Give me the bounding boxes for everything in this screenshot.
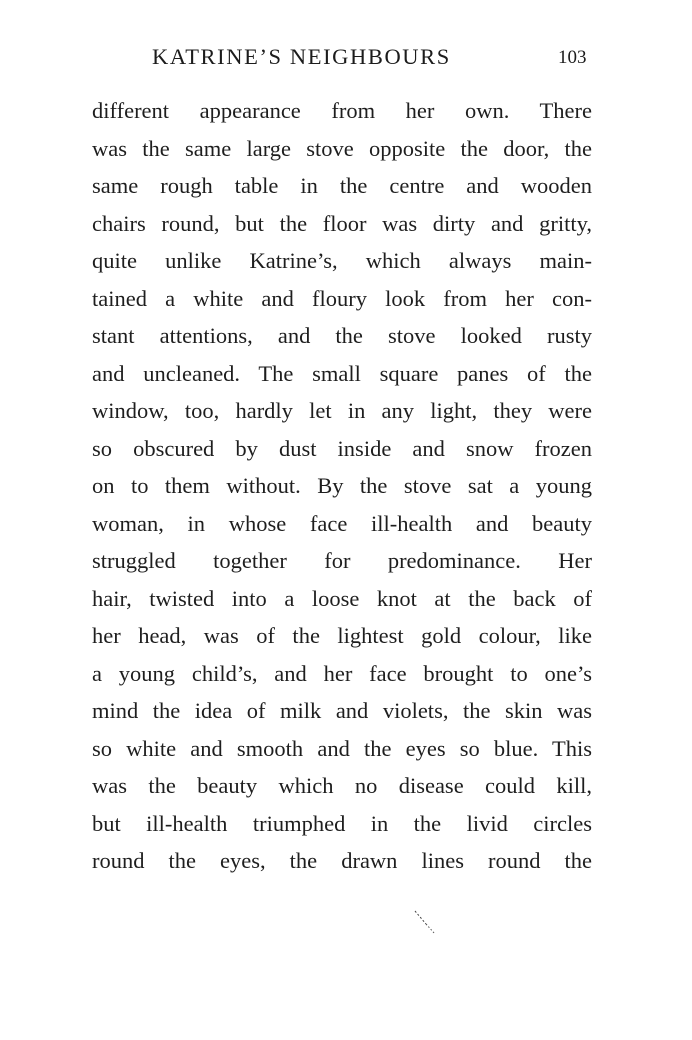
text-line: so obscured by dust inside and snow frozen xyxy=(92,435,592,461)
text-line: hair, twisted into a loose knot at the back of xyxy=(92,585,592,611)
text-line: quite unlike Katrine’s, which always main- xyxy=(92,248,592,273)
body-text xyxy=(92,92,592,880)
page-number: 103 xyxy=(558,47,587,68)
text-line: on to them without. By the stove sat a young xyxy=(92,473,592,498)
text-line: woman, in whose face ill-health and beauty xyxy=(92,510,592,536)
running-head xyxy=(152,44,592,76)
running-title: KATRINE’S NEIGHBOURS xyxy=(152,44,451,69)
stray-scan-mark xyxy=(414,910,438,936)
text-line: window, too, hardly let in any light, they were xyxy=(92,398,592,423)
text-line: round the eyes, the drawn lines round the xyxy=(92,848,592,873)
text-line: her head, was of the lightest gold colour, like xyxy=(92,623,592,648)
text-line: was the same large stove opposite the door, the xyxy=(92,135,592,161)
text-line: so white and smooth and the eyes so blue. This xyxy=(92,735,592,761)
text-line: mind the idea of milk and violets, the skin was xyxy=(92,698,592,723)
text-line: tained a white and floury look from her con- xyxy=(92,285,592,311)
text-line: but ill-health triumphed in the livid circles xyxy=(92,810,592,836)
text-line: stant attentions, and the stove looked rusty xyxy=(92,323,592,348)
text-line: chairs round, but the floor was dirty and gritty, xyxy=(92,210,592,236)
text-line: and uncleaned. The small square panes of the xyxy=(92,360,592,386)
text-line: was the beauty which no disease could kill, xyxy=(92,773,592,798)
text-line: same rough table in the centre and wooden xyxy=(92,173,592,198)
text-line: struggled together for predominance. Her xyxy=(92,548,592,573)
text-line: different appearance from her own. There xyxy=(92,98,592,123)
text-line: a young child’s, and her face brought to one’s xyxy=(92,660,592,686)
